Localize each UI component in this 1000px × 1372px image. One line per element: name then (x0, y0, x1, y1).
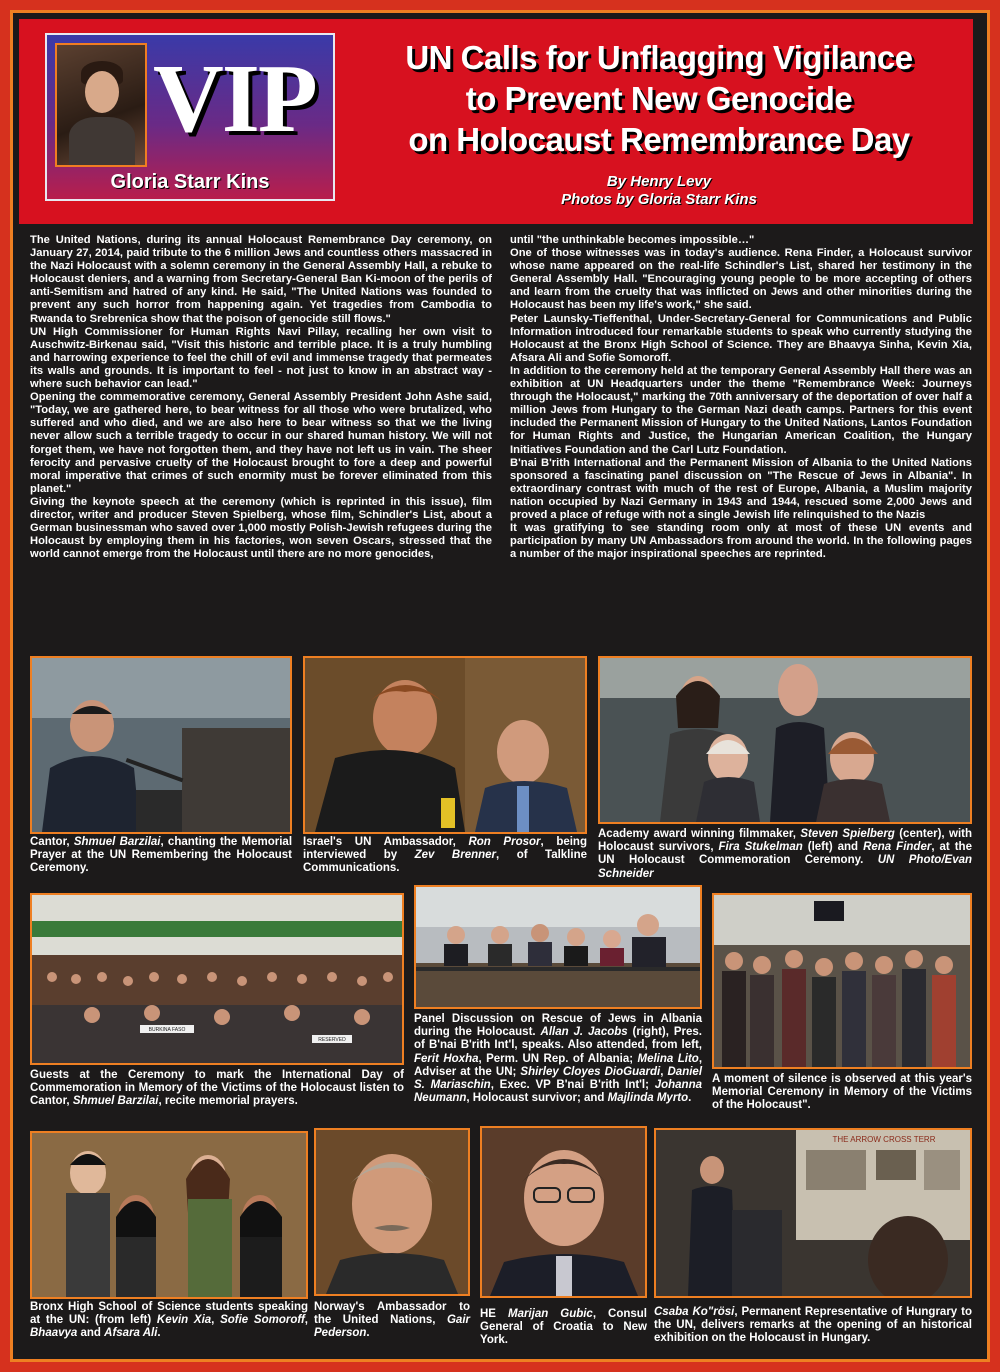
paragraph: In addition to the ceremony held at the temporary General Assembly Hall there was an exhibition at UN Headquarters under the theme "Remembrance Week: Journeys through the Holocaust," marking the 70th anniversary of the deportation of over half a million Jews from Hungary to the German Nazi death camps. Partners for this event included the Permanent Mission of Hungary to the United Nations, Lantos Foundation for Human Rights and Justice, the Hungarian American Coalition, the Hungary Initiatives Foundation and the Carl Lutz Foundation. (510, 364, 972, 456)
paragraph: until "the unthinkable becomes impossible…" (510, 234, 755, 246)
caption-spielberg: Academy award winning filmmaker, Steven Spielberg (center), with Holocaust survivors, Fira Stukelman (left) and Rena Finder, at the UN Holocaust Commemoration Ceremony. UN Photo/Evan Schneider (598, 828, 973, 880)
caption-bronx-students: Bronx High School of Science students speaking at the UN: (from left) Kevin Xia, Sofie Somoroff, Bhaavya and Afsara Ali. (30, 1301, 308, 1340)
photo-guests-ceremony (30, 893, 404, 1065)
headline (349, 37, 969, 160)
headline-line: on Holocaust Remembrance Day (408, 121, 910, 158)
paragraph: The United Nations, during its annual Holocaust Remembrance Day ceremony, on January 27, 2014, paid tribute to the 6 million Jews and countless others massacred in the Nazi Holocaust with a solemn ceremony in the General Assembly Hall, a rebuke to Holocaust deniers, and a warning from Secretary-General Ban Ki-moon of the perils of anti-Semitism and hatred of any kind. He said, "The United Nations was founded to prevent any such horror from happening again. Yet tragedies from Cambodia to Rwanda to Srebrenica show that the poison of genocide still flows." (30, 234, 492, 325)
article-column-2 (510, 234, 972, 561)
caption-cantor: Cantor, Shmuel Barzilai, chanting the Memorial Prayer at the UN Remembering the Holocaust Ceremony. (30, 836, 293, 875)
paragraph: It was gratifying to see standing room only at most of these UN events and participation by many UN Ambassadors from around the world. In the following pages a number of the major inspirational speeches are reprinted. (510, 522, 972, 561)
desk-sign: RESERVED (318, 1037, 346, 1043)
paragraph: UN High Commissioner for Human Rights Navi Pillay, recalling her own visit to Auschwitz-Birkenau said, "Visit this historic and terrible place. It is a truly humbling and harrowing experience to feel the chill of evil and immense tragedy that permeates its walls and grounds. It is important to feel - not just to know in an abstract way - where such behavior can lead." (30, 325, 492, 391)
photo-ambassador-interview (303, 656, 587, 834)
photo-cantor (30, 656, 292, 834)
vip-label: VIP (153, 45, 316, 153)
photo-bronx-students (30, 1131, 308, 1299)
header-banner (19, 19, 973, 224)
caption-norway: Norway's Ambassador to the United Nations, Gair Pederson. (314, 1301, 470, 1340)
photo-credit: Photos by Gloria Starr Kins (561, 191, 757, 208)
vip-badge (45, 33, 335, 201)
exhibit-banner: THE ARROW CROSS TERR (832, 1135, 936, 1144)
paragraph: B'nai B'rith International and the Permanent Mission of Albania to the United Nations sponsored a fascinating panel discussion on "The Rescue of Jews in Albania". In extraordinary contrast with much of the rest of Europe, Albania, a Muslim majority nation occupied by Nazi Germany in 1943 and 1944, rescued some 2,000 Jews and proved a place of refuge with not a single Jewish life relinquished to the Nazis (510, 456, 972, 521)
photo-norway-ambassador (314, 1128, 470, 1296)
caption-guests: Guests at the Ceremony to mark the International Day of Commemoration in Memory of the Victims of the Holocaust listen to Cantor, Shmuel Barzilai, recite memorial prayers. (30, 1069, 404, 1108)
caption-croatia: HE Marijan Gubic, Consul General of Croatia to New York. (480, 1308, 647, 1347)
photographer-name: Gloria Starr Kins (110, 171, 270, 193)
portrait-photo (55, 43, 147, 167)
photo-panel-discussion (414, 885, 702, 1009)
article-column-1 (30, 234, 492, 561)
desk-sign: BURKINA FASO (148, 1027, 186, 1033)
caption-ambassador-interview: Israel's UN Ambassador, Ron Prosor, being interviewed by Zev Brenner, of Talkline Communications. (303, 836, 587, 875)
headline-line: to Prevent New Genocide (465, 80, 853, 117)
caption-hungary: Csaba Ko"rösi, Permanent Representative of Hungrary to the UN, delivers remarks at the opening of an historical exhibition on the Holocaust in Hungary. (654, 1306, 972, 1345)
caption-silence: A moment of silence is observed at this year's Memorial Ceremony in Memory of the Victims of the Holocaust". (712, 1073, 972, 1112)
author-line: By Henry Levy (606, 173, 712, 190)
paragraph: Opening the commemorative ceremony, General Assembly President John Ashe said, "Today, we are gathered here, to bear witness for all those who were brutalized, who suffered and who died, and we are also here to bear witness so that we the living never allow such a terrible tragedy to occur in our shared human history. We will not forget them, we have not forgotten them, and they have not left us in vain. The sheer ferocity and pervasive cruelty of the Holocaust brought to fore a deep and powerful moral imperative that crimes of such enormity must be forever eliminated from this planet." (30, 391, 492, 495)
paragraph: One of those witnesses was in today's audience. Rena Finder, a Holocaust survivor whose name appeared on the real-life Schindler's List, shared her testimony in the General Assembly Hall. "Encouraging young people to be more accepting of others and learn from the cruelty that was inflicted on Jews and other minorities during the Holocaust has been my life's work," she said. (510, 247, 972, 312)
headline-line: UN Calls for Unflagging Vigilance (405, 39, 913, 76)
paragraph: Peter Launsky-Tieffenthal, Under-Secretary-General for Communications and Public Information introduced four remarkable students to speak who currently studying the Holocaust at the Bronx High School of Science. They are Bhaavya Sinha, Kevin Xia, Afsara Ali and Sofie Somoroff. (510, 312, 972, 364)
photo-croatia-consul (480, 1126, 647, 1298)
caption-panel: Panel Discussion on Rescue of Jews in Albania during the Holocaust. Allan J. Jacobs (right), Pres. of B'nai B'rith Int'l, speaks. Also attended, from left, Ferit Hoxha, Perm. UN Rep. of Albania; Melina Lito, Adviser at the UN; Shirley Cloyes DioGuardi, Daniel S. Mariaschin, Exec. VP B'nai B'rith Int'l; Johanna Neumann, Holocaust survivor; and Majlinda Myrto. (414, 1013, 703, 1105)
photo-spielberg-survivors (598, 656, 972, 824)
byline (349, 173, 969, 209)
paragraph: Giving the keynote speech at the ceremony (which is reprinted in this issue), film director, writer and producer Steven Spielberg, whose film, Schindler's List, about a German businessman who saved over 1,000 mostly Polish-Jewish refugees during the Holocaust by employing them in his factories, won seven Oscars, stressed that the world cannot emerge from the Holocaust until there are no more genocides, (30, 495, 492, 561)
photo-hungary-representative (654, 1128, 972, 1298)
photo-moment-of-silence (712, 893, 972, 1069)
